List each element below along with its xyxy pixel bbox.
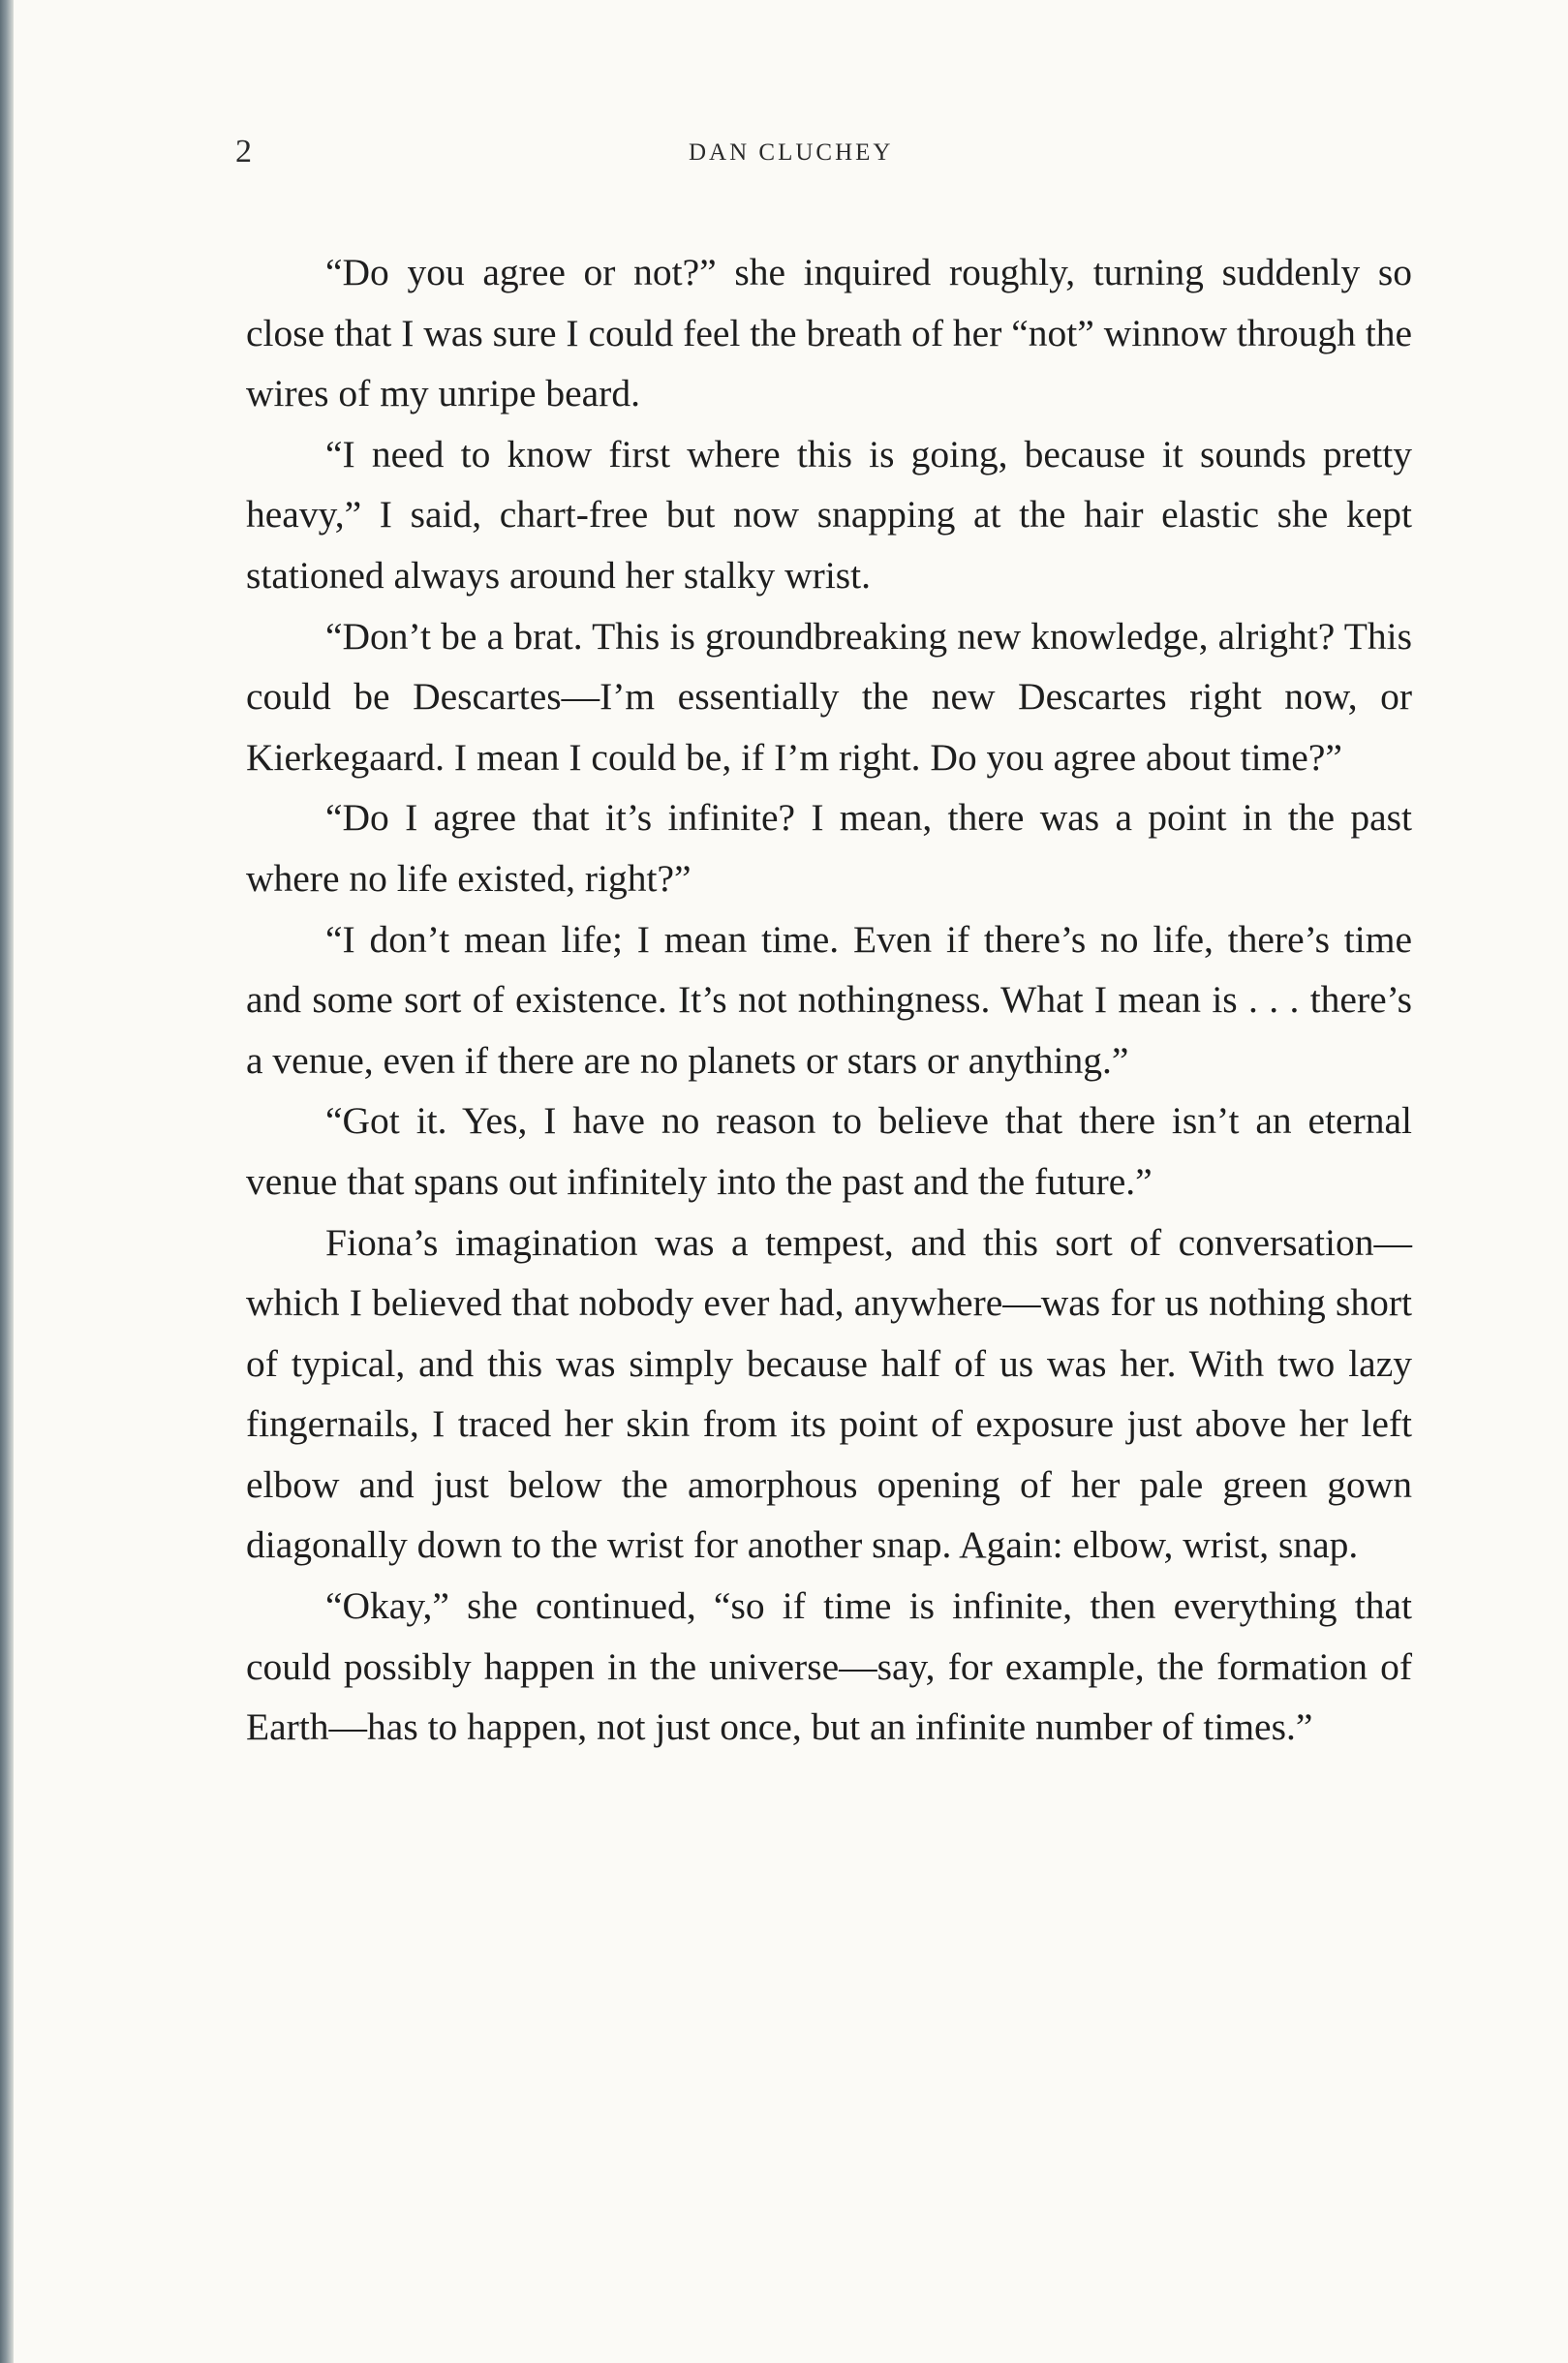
running-title: DAN CLUCHEY: [689, 139, 894, 166]
book-page: [14, 0, 1568, 2363]
paragraph: “Do I agree that it’s infinite? I mean, there was a point in the past where no life existed, right?”: [246, 796, 1412, 900]
book-binding-edge: [0, 0, 14, 2363]
body-text: [246, 242, 1412, 1758]
page-number: 2: [235, 134, 252, 169]
paragraph: “Got it. Yes, I have no reason to believe that there isn’t an eternal venue that spans out infinitely into the past and the future.”: [246, 1099, 1412, 1203]
paragraph: “Don’t be a brat. This is groundbreaking new knowledge, alright? This could be Descartes—I’m essentially the new Descartes right now, or Kierkegaard. I mean I could be, if I’m right. Do you agree about time?”: [246, 614, 1412, 779]
paragraph: “I don’t mean life; I mean time. Even if there’s no life, there’s time and some sort of existence. It’s not nothingness. What I mean is . . . there’s a venue, even if there are no planets or stars or anything.”: [246, 917, 1412, 1082]
paragraph: “Do you agree or not?” she inquired roughly, turning suddenly so close that I was sure I could feel the breath of her “not” winnow through the wires of my unripe beard.: [246, 251, 1412, 415]
paragraph: Fiona’s imagination was a tempest, and this sort of conversation—which I believed that nobody ever had, anywhere—was for us nothing short of typical, and this was simply because half of us was her. With two lazy fingernails, I traced her skin from its point of exposure just above her left elbow and just below the amorphous opening of her pale green gown diagonally down to the wrist for another snap. Again: elbow, wrist, snap.: [246, 1220, 1412, 1567]
paragraph: “I need to know first where this is going, because it sounds pretty heavy,” I said, chart-free but now snapping at the hair elastic she kept stationed always around her stalky wrist.: [246, 432, 1412, 597]
paragraph: “Okay,” she continued, “so if time is infinite, then everything that could possibly happen in the universe—say, for example, the formation of Earth—has to happen, not just once, but an infinite number of times.”: [246, 1584, 1412, 1749]
running-head: [14, 134, 1568, 182]
